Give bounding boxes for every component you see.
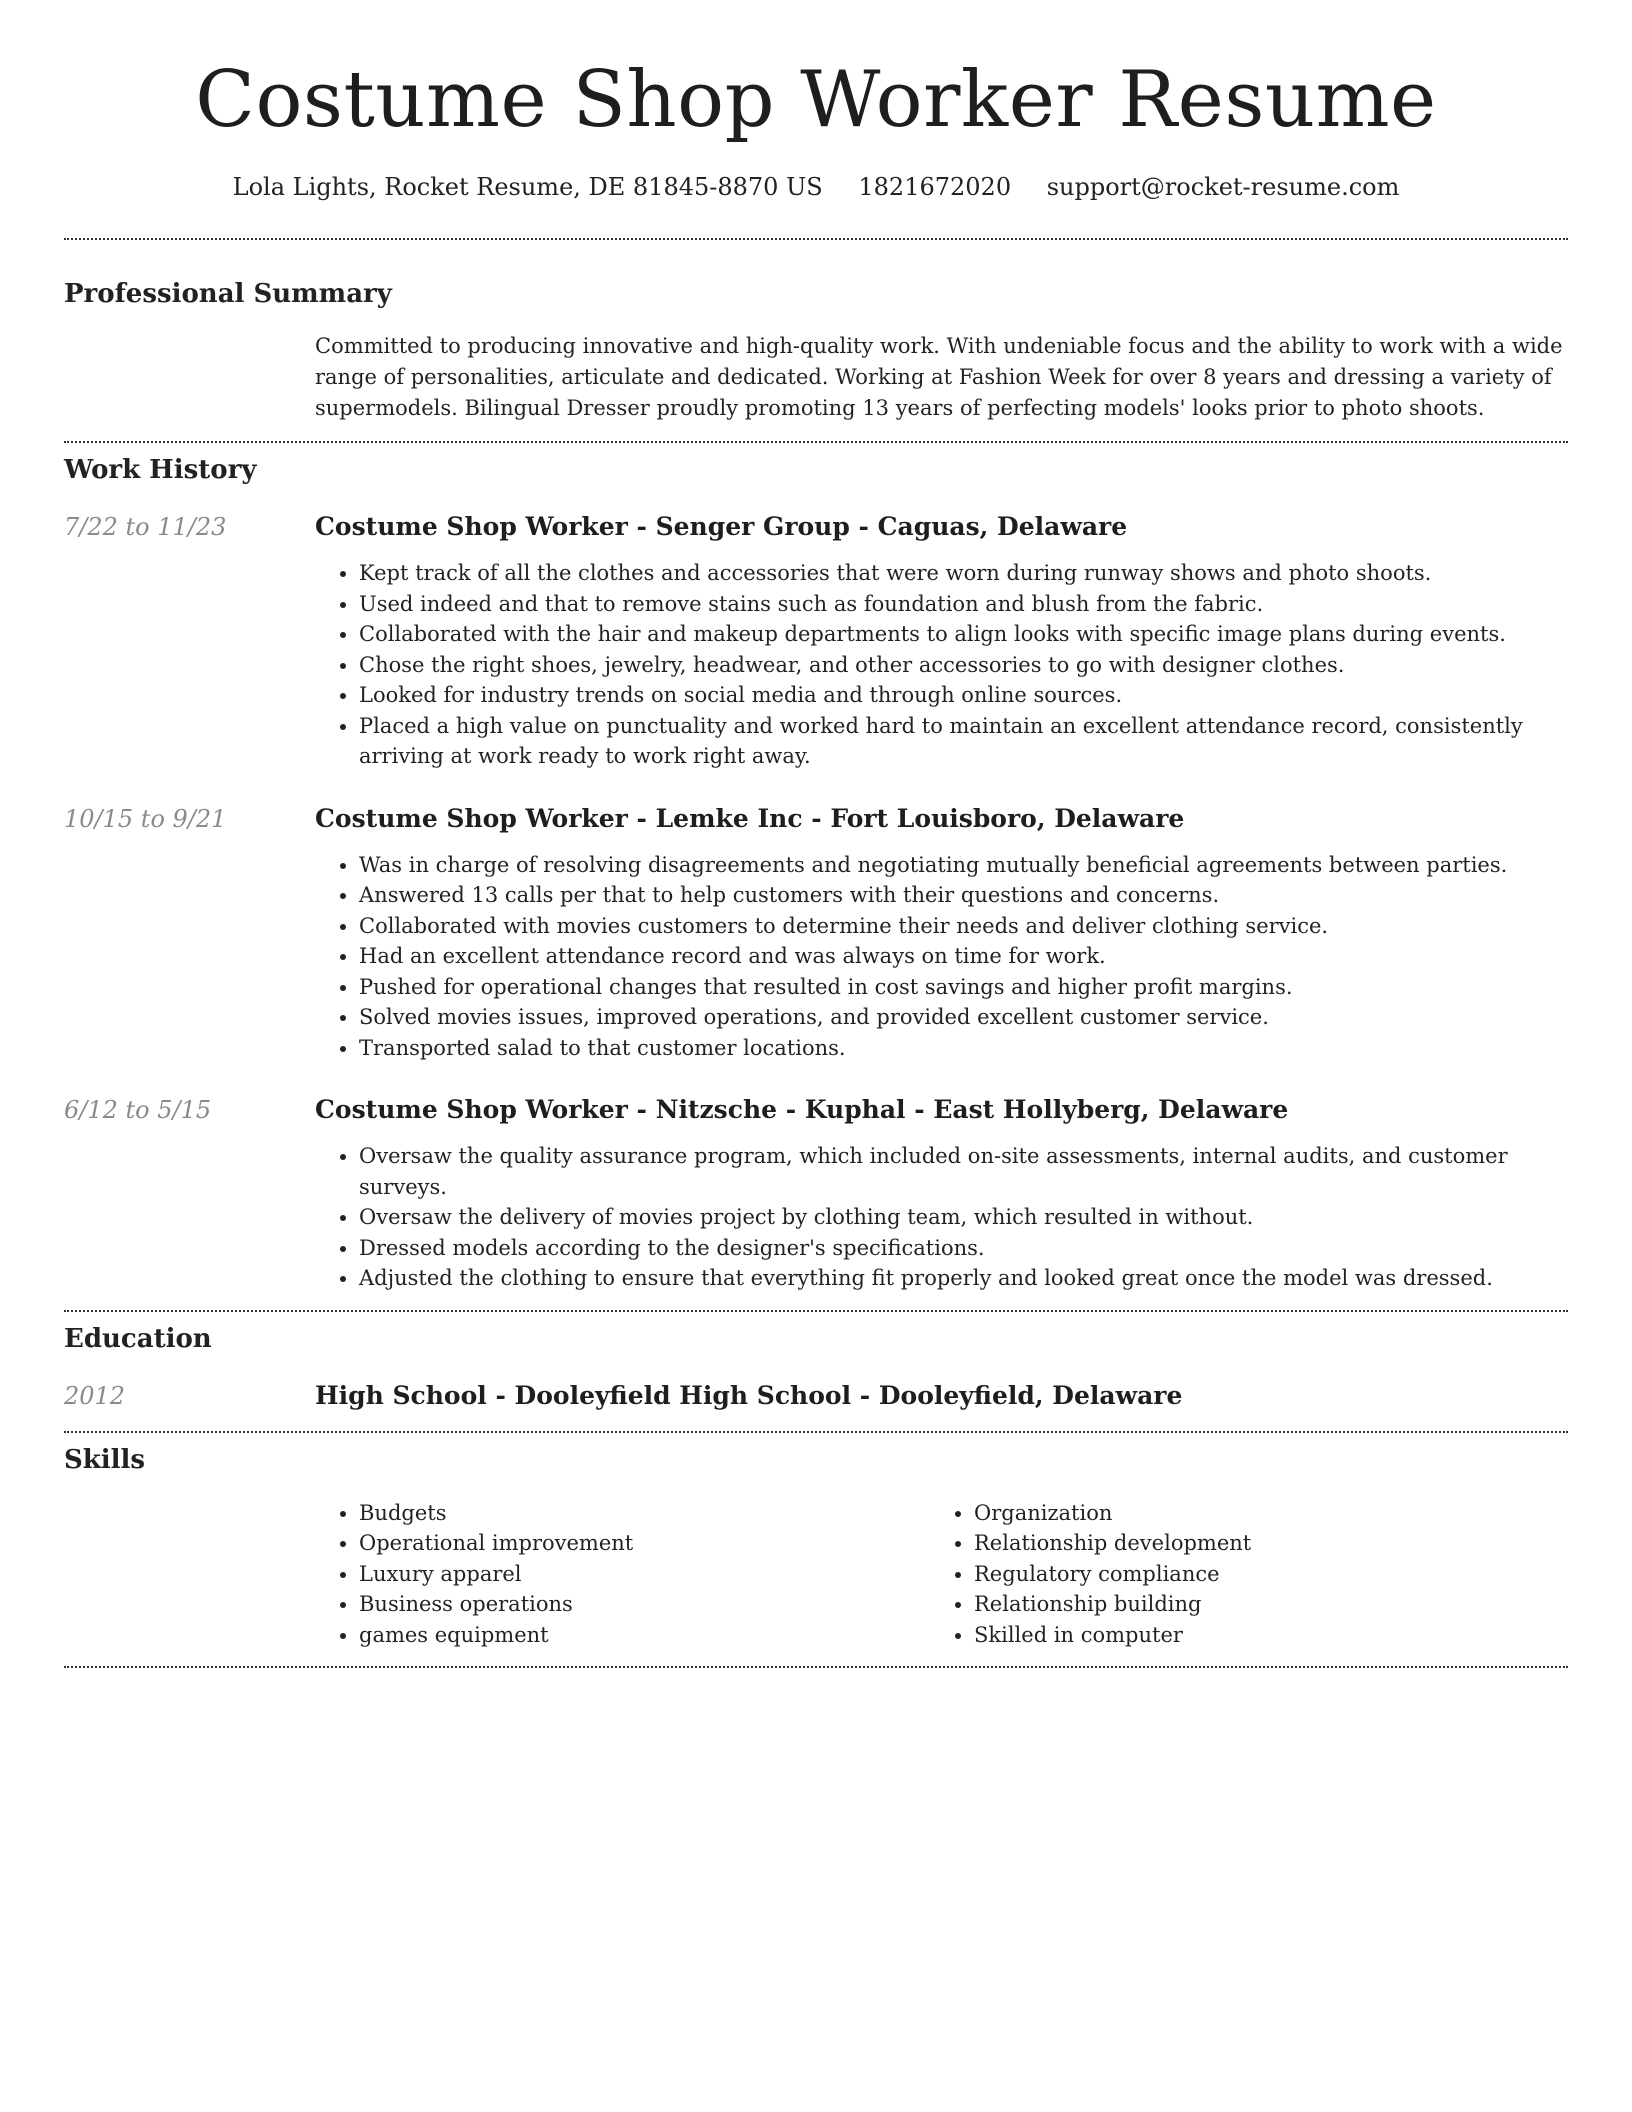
skill-item: • Business operations bbox=[359, 1589, 930, 1620]
list-item: • Adjusted the clothing to ensure that everything fit properly and looked great once the model was dressed. bbox=[359, 1263, 1568, 1294]
education-title: High School - Dooleyfield High School - Dooleyfield, Delaware bbox=[315, 1380, 1183, 1410]
list-item: • Placed a high value on punctuality and worked hard to maintain an excellent attendance record, consistently arriving at work ready to work right away. bbox=[359, 711, 1568, 772]
skill-item: • Relationship development bbox=[974, 1528, 1545, 1559]
skill-item: • Skilled in computer bbox=[974, 1620, 1545, 1651]
page-title: Costume Shop Worker Resume bbox=[195, 55, 1437, 145]
skill-item: • games equipment bbox=[359, 1620, 930, 1651]
list-item: • Dressed models according to the designer's specifications. bbox=[359, 1233, 1568, 1264]
skill-item: • Luxury apparel bbox=[359, 1559, 930, 1590]
job-bullets bbox=[315, 1141, 1568, 1294]
list-item: • Kept track of all the clothes and accessories that were worn during runway shows and photo shoots. bbox=[359, 558, 1568, 589]
summary-heading: Professional Summary bbox=[64, 279, 392, 309]
skills-heading: Skills bbox=[64, 1444, 146, 1475]
education-entry bbox=[64, 1379, 1568, 1413]
job-dates: 10/15 to 9/21 bbox=[64, 804, 227, 833]
education-heading: Education bbox=[64, 1323, 212, 1354]
skill-item: • Regulatory compliance bbox=[974, 1559, 1545, 1590]
list-item: • Solved movies issues, improved operations, and provided excellent customer service. bbox=[359, 1002, 1568, 1033]
list-item: • Transported salad to that customer locations. bbox=[359, 1033, 1568, 1064]
contact-line bbox=[64, 170, 1568, 204]
list-item: • Was in charge of resolving disagreements and negotiating mutually beneficial agreements between parties. bbox=[359, 850, 1568, 881]
job-title: Costume Shop Worker - Lemke Inc - Fort Louisboro, Delaware bbox=[315, 803, 1185, 833]
job-entry bbox=[64, 1093, 1568, 1294]
job-bullets bbox=[315, 850, 1568, 1064]
skills-section bbox=[64, 1433, 1568, 1651]
work-history-section bbox=[64, 443, 1568, 1294]
contact-email: support@rocket-resume.com bbox=[1046, 173, 1400, 201]
skill-item: • Budgets bbox=[359, 1498, 930, 1529]
contact-phone: 1821672020 bbox=[858, 173, 1012, 201]
job-entry bbox=[64, 802, 1568, 1064]
list-item: • Collaborated with movies customers to determine their needs and deliver clothing service. bbox=[359, 911, 1568, 942]
list-item: • Looked for industry trends on social media and through online sources. bbox=[359, 680, 1568, 711]
list-item: • Collaborated with the hair and makeup departments to align looks with specific image plans during events. bbox=[359, 619, 1568, 650]
list-item: • Oversaw the quality assurance program, which included on-site assessments, internal audits, and customer surveys. bbox=[359, 1141, 1568, 1202]
education-section bbox=[64, 1312, 1568, 1413]
skill-item: • Organization bbox=[974, 1498, 1545, 1529]
job-title: Costume Shop Worker - Nitzsche - Kuphal - East Hollyberg, Delaware bbox=[315, 1095, 1289, 1124]
skills-list-left bbox=[315, 1498, 930, 1651]
list-item: • Oversaw the delivery of movies project by clothing team, which resulted in without. bbox=[359, 1202, 1568, 1233]
summary-text: Committed to producing innovative and high-quality work. With undeniable focus and the ability to work with a wide range of personalities, articulate and dedicated. Working at Fashion Week for over 8 years and dressing a variety of supermodels. Bilingual Dresser proudly promoting 13 years of perfecting models' looks prior to photo shoots. bbox=[315, 334, 1563, 420]
job-dates: 6/12 to 5/15 bbox=[64, 1096, 212, 1124]
job-entry bbox=[64, 510, 1568, 772]
contact-address: Lola Lights, Rocket Resume, DE 81845-8870 US bbox=[232, 173, 823, 201]
divider bbox=[64, 1666, 1568, 1668]
job-dates: 7/22 to 11/23 bbox=[64, 513, 227, 541]
job-bullets bbox=[315, 558, 1568, 772]
skill-item: • Relationship building bbox=[974, 1589, 1545, 1620]
list-item: • Pushed for operational changes that resulted in cost savings and higher profit margins. bbox=[359, 972, 1568, 1003]
work-history-heading: Work History bbox=[64, 455, 257, 485]
job-title: Costume Shop Worker - Senger Group - Caguas, Delaware bbox=[315, 512, 1128, 541]
list-item: • Chose the right shoes, jewelry, headwear, and other accessories to go with designer clothes. bbox=[359, 650, 1568, 681]
education-year: 2012 bbox=[64, 1381, 126, 1410]
list-item: • Answered 13 calls per that to help customers with their questions and concerns. bbox=[359, 880, 1568, 911]
list-item: • Used indeed and that to remove stains such as foundation and blush from the fabric. bbox=[359, 589, 1568, 620]
summary-section bbox=[64, 240, 1568, 424]
skill-item: • Operational improvement bbox=[359, 1528, 930, 1559]
list-item: • Had an excellent attendance record and was always on time for work. bbox=[359, 941, 1568, 972]
skills-list-right bbox=[930, 1498, 1545, 1651]
